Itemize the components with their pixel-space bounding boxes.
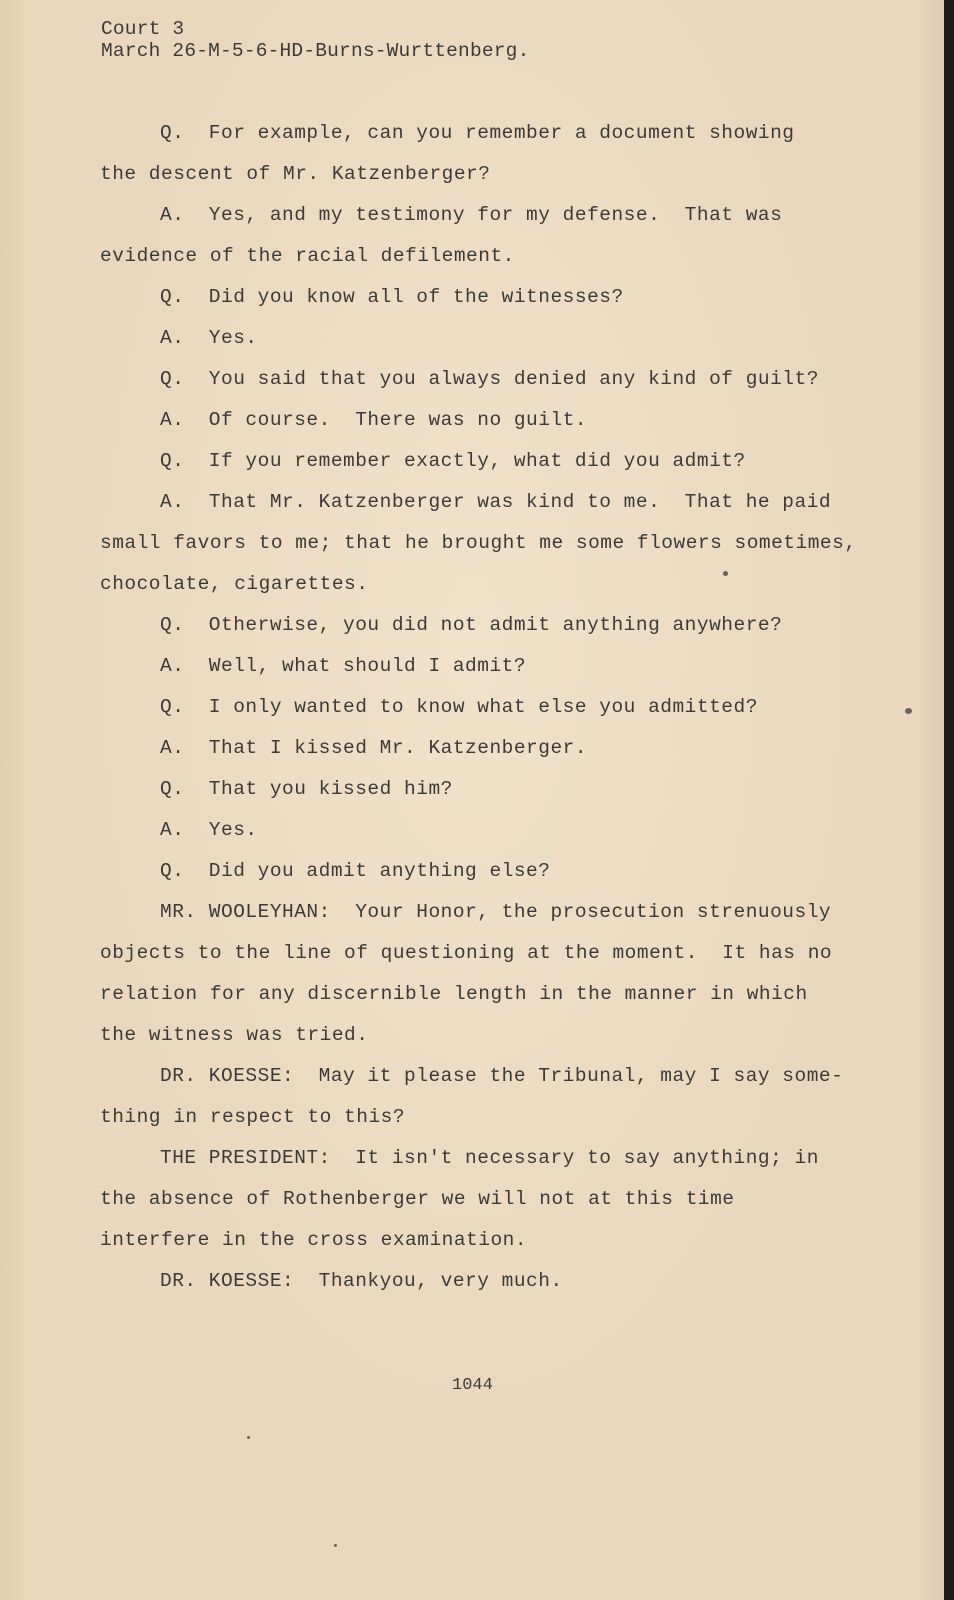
- transcript-line: A. Yes, and my testimony for my defense. That was: [160, 204, 783, 226]
- transcript-line: A. Of course. There was no guilt.: [160, 409, 588, 431]
- transcript-line: DR. KOESSE: May it please the Tribunal, may I say some-: [160, 1065, 844, 1087]
- transcript-line: interfere in the cross examination.: [100, 1229, 528, 1251]
- transcript-line: relation for any discernible length in the manner in which: [100, 983, 808, 1005]
- transcript-line: Q. Otherwise, you did not admit anything anywhere?: [160, 614, 783, 636]
- transcript-line: thing in respect to this?: [100, 1106, 406, 1128]
- transcript-line: the absence of Rothenberger we will not at this time: [100, 1188, 735, 1210]
- paper-speck: [247, 1436, 250, 1439]
- court-label: Court 3: [101, 18, 185, 40]
- paper-speck: [723, 571, 728, 576]
- transcript-line: Q. For example, can you remember a document showing: [160, 122, 795, 144]
- transcript-line: Q. That you kissed him?: [160, 778, 453, 800]
- transcript-line: A. Well, what should I admit?: [160, 655, 527, 677]
- transcript-line: Q. I only wanted to know what else you admitted?: [160, 696, 758, 718]
- transcript-line: Q. Did you know all of the witnesses?: [160, 286, 624, 308]
- transcript-line: the descent of Mr. Katzenberger?: [100, 163, 491, 185]
- transcript-line: chocolate, cigarettes.: [100, 573, 369, 595]
- transcript-line: THE PRESIDENT: It isn't necessary to say anything; in: [160, 1147, 819, 1169]
- transcript-line: A. That Mr. Katzenberger was kind to me. That he paid: [160, 491, 832, 513]
- transcript-line: A. Yes.: [160, 819, 258, 841]
- session-reference: March 26-M-5-6-HD-Burns-Wurttenberg.: [101, 40, 530, 62]
- transcript-line: evidence of the racial defilement.: [100, 245, 515, 267]
- transcript-line: objects to the line of questioning at the moment. It has no: [100, 942, 833, 964]
- document-header: [101, 18, 529, 62]
- transcript-line: A. That I kissed Mr. Katzenberger.: [160, 737, 588, 759]
- transcript-line: MR. WOOLEYHAN: Your Honor, the prosecution strenuously: [160, 901, 832, 923]
- paper-speck: [905, 708, 912, 714]
- paper-speck: [334, 1544, 337, 1547]
- transcript-line: A. Yes.: [160, 327, 258, 349]
- transcript-line: Q. Did you admit anything else?: [160, 860, 551, 882]
- transcript-line: the witness was tried.: [100, 1024, 369, 1046]
- scan-edge: [944, 0, 954, 1600]
- page-number: 1044: [452, 1376, 493, 1395]
- transcript-line: DR. KOESSE: Thankyou, very much.: [160, 1270, 563, 1292]
- transcript-line: Q. You said that you always denied any kind of guilt?: [160, 368, 819, 390]
- transcript-line: small favors to me; that he brought me some flowers sometimes,: [100, 532, 857, 554]
- transcript-line: Q. If you remember exactly, what did you admit?: [160, 450, 746, 472]
